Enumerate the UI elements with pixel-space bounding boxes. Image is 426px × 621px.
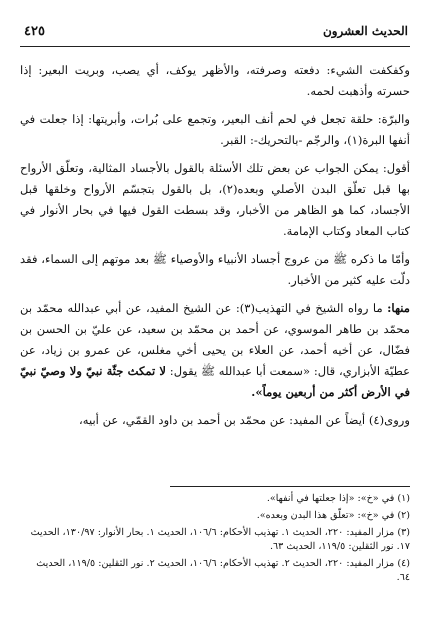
page-header: [20, 24, 410, 47]
paragraph: والبرّة: حلقة تجعل في لحم أنف البعير، وتجمع على بُرات، وأبريتها: إذا جعلت في أنفها البرة(١)، والرجّم -بالتحريك-: القبر.: [20, 112, 410, 147]
footnote: (٤) مزار المفيد: ٢٢٠، الحديث ٢. تهذيب الأحكام: ١٠٦/٦، الحديث ٢. نور الثقلين: ١١٩/٥، الحديث ٦٤.: [36, 558, 410, 583]
paragraph: أقول: يمكن الجواب عن بعض تلك الأسئلة بالقول بالأجساد المثالية، وتعلّق الأرواح بها قبل تعلّق البدن الأصلي وبعده(٢)، بل بالقول بتجسّم الأرواح وخلقها قبل الأجساد، كما هو الظاهر من الأخبار، وقد بسطت القول فيها في بحار الأنوار في كتاب المعاد وكتاب الإمامة.: [20, 161, 411, 238]
footnote: (١) في «خ»: «إذا جعلتها في أنفها».: [266, 493, 410, 504]
footnote-separator: [170, 486, 410, 487]
page-number: ٤٢٥: [24, 24, 45, 39]
paragraph-text: ما رواه الشيخ في التهذيب(٣): عن الشيخ المفيد، عن أبي عبدالله محمّد بن محمّد بن طاهر الموسوي، عن أحمد بن محمّد بن سعيد، عن عليّ بن الحسن بن فضّال، عن أخيه أحمد، عن العلاء بن يحيى أخي مغلس، عن عمرو بن زياد، عن عطيّة الأبزاري، قال: «سمعت أبا عبدالله ﷺ يقول:: [20, 301, 410, 378]
hadith-quote: لا تمكث جثّة نبيّ ولا وصيّ نبيّ في الأرض أكثر من أربعين يوماً».: [20, 364, 410, 399]
main-text: [20, 60, 410, 438]
footnotes: [20, 492, 410, 588]
footnote: (٢) في «خ»: «تعلّق هذا البدن وبعده».: [256, 510, 410, 521]
paragraph: وكفكفت الشيء: دفعته وصرفته، والأظهر يوكف، أي يصب، وبريت البعير: إذا حسرته وأذهبت لحمه.: [20, 63, 410, 98]
paragraph: [20, 298, 410, 403]
running-title: الحديث العشرون: [322, 24, 408, 38]
footnote: (٣) مزار المفيد: ٢٢٠، الحديث ١. تهذيب الأحكام: ١٠٦/٦، الحديث ١. بحار الأنوار: ١٣٠/٩٧، الحديث ١٧. نور الثقلين: ١١٩/٥، الحديث ٦٣.: [30, 527, 410, 552]
paragraph-text: وروى(٤) أيضاً عن المفيد: عن محمّد بن أحمد بن داود القمّي، عن أبيه،: [78, 413, 410, 427]
paragraph: [20, 410, 410, 431]
paragraph-lead: منها:: [387, 301, 411, 315]
paragraph: وأمّا ما ذكره ﷺ من عروج أجساد الأنبياء والأوصياء ﷺ بعد موتهم إلى السماء، فقد دلّت عليه كثير من الأخبار.: [20, 252, 410, 287]
